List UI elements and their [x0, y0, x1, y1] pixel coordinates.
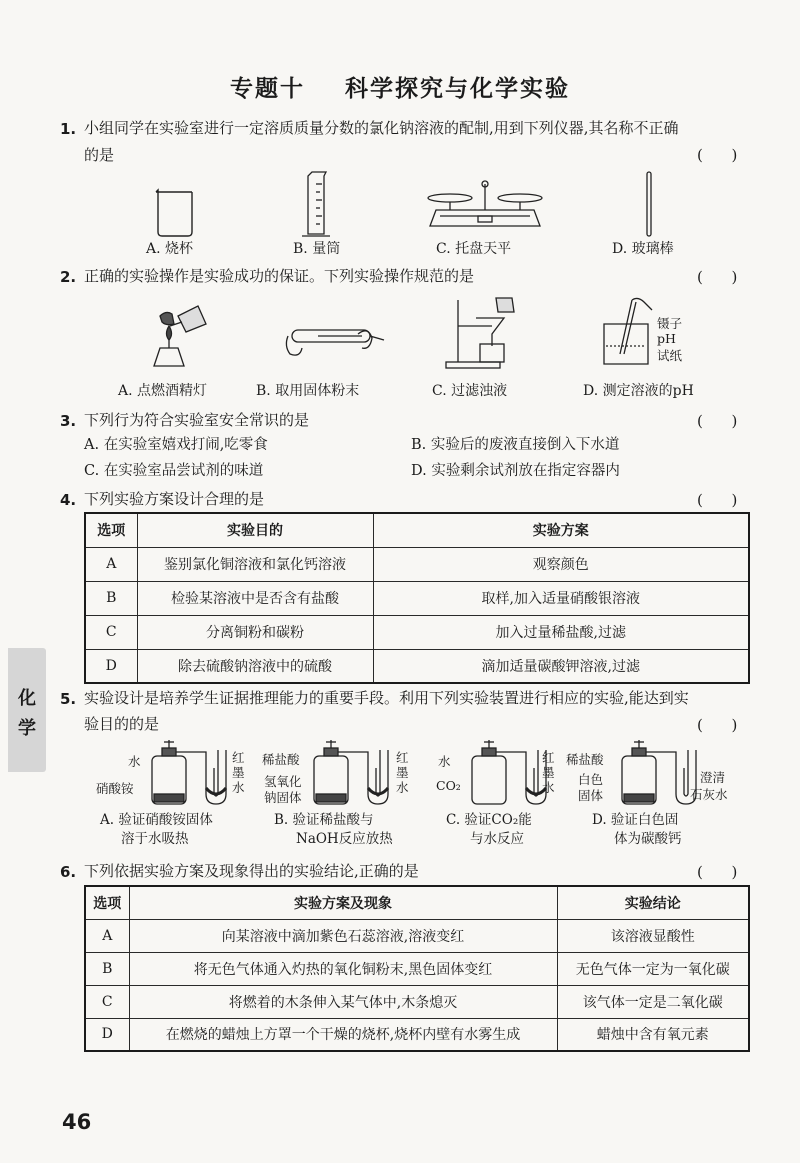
q3-number: 3.: [60, 412, 77, 430]
q6-cell-plan: 将无色气体通入灼热的氧化铜粉末,黑色固体变红: [129, 952, 557, 985]
q2-number: 2.: [60, 268, 77, 286]
q2-answer-paren: ( ): [697, 268, 738, 286]
q2-d-annot-tweezers: 镊子: [657, 316, 683, 331]
q6-cell-conclusion: 该气体一定是二氧化碳: [557, 985, 749, 1018]
q2-d-annot-ph: pH: [657, 331, 676, 346]
q5-b-red-ink-3: 水: [396, 780, 409, 795]
q3-option-c: C. 在实验室品尝试剂的味道: [84, 463, 264, 479]
q6-table: [84, 885, 750, 1052]
subject-side-tab: [8, 648, 46, 772]
q4-cell-plan: 加入过量稀盐酸,过滤: [373, 615, 749, 649]
q5-c-red-ink-1: 红: [542, 750, 555, 765]
q4-cell-option: C: [85, 615, 137, 649]
q6-table-header: [85, 886, 749, 919]
apparatus-c-icon: [472, 740, 546, 804]
q5-answer-paren: ( ): [697, 716, 738, 734]
q2-operations-figure: [140, 296, 700, 376]
q2-d-annot-paper: 试纸: [657, 348, 683, 363]
q6-header-option: 选项: [85, 886, 129, 919]
q5-stem-line2: 验目的的是: [84, 715, 160, 733]
q4-cell-option: D: [85, 649, 137, 683]
q5-c-red-ink-3: 水: [542, 780, 555, 795]
q3-option-a: A. 在实验室嬉戏打闹,吃零食: [84, 437, 268, 453]
q5-caption-c-2: 与水反应: [470, 831, 524, 847]
q6-cell-conclusion: 该溶液显酸性: [557, 919, 749, 952]
q4-cell-purpose: 分离铜粉和碳粉: [137, 615, 373, 649]
subject-tab-char-2: 学: [18, 718, 36, 739]
q6-cell-plan: 向某溶液中滴加紫色石蕊溶液,溶液变红: [129, 919, 557, 952]
q6-cell-plan: 在燃烧的蜡烛上方罩一个干燥的烧杯,烧杯内壁有水雾生成: [129, 1018, 557, 1051]
q1-instruments-figure: [140, 170, 680, 240]
q1-answer-paren: ( ): [697, 146, 738, 164]
q5-a-red-ink-1: 红: [232, 750, 245, 765]
glass-rod-icon: [647, 172, 651, 236]
q5-b-label-naoh2: 钠固体: [264, 790, 302, 805]
filtration-setup-icon: [446, 298, 514, 368]
q5-caption-c-1: C. 验证CO₂能: [446, 812, 532, 828]
ph-test-icon: [604, 298, 652, 364]
page-title: 专题十 科学探究与化学实验: [229, 76, 571, 102]
q4-answer-paren: ( ): [697, 491, 738, 509]
q2-label-a: A. 点燃酒精灯: [118, 383, 208, 399]
q6-header-plan: 实验方案及现象: [129, 886, 557, 919]
q5-caption-b-1: B. 验证稀盐酸与: [274, 812, 374, 828]
q5-d-label-white: 白色: [578, 772, 604, 787]
q6-cell-conclusion: 蜡烛中含有氧元素: [557, 1018, 749, 1051]
page-number: 46: [62, 1110, 92, 1134]
q5-apparatus-figure: [140, 738, 700, 810]
q3-option-b: B. 实验后的废液直接倒入下水道: [411, 437, 620, 453]
q2-stem-line1: 正确的实验操作是实验成功的保证。下列实验操作规范的是: [84, 267, 475, 285]
q2-label-d: D. 测定溶液的pH: [583, 383, 694, 399]
q4-header-option: 选项: [85, 513, 137, 547]
q4-cell-option: B: [85, 581, 137, 615]
alcohol-lamp-icon: [154, 306, 206, 366]
table-row: [85, 985, 749, 1018]
q4-table: [84, 512, 750, 684]
q4-cell-plan: 滴加适量碳酸钾溶液,过滤: [373, 649, 749, 683]
q4-cell-purpose: 鉴别氯化铜溶液和氯化钙溶液: [137, 547, 373, 581]
q1-label-b: B. 量筒: [293, 241, 341, 257]
q6-cell-option: B: [85, 952, 129, 985]
q4-cell-option: A: [85, 547, 137, 581]
q5-caption-d-1: D. 验证白色固: [592, 812, 679, 828]
q1-stem-line1: 小组同学在实验室进行一定溶质质量分数的氯化钠溶液的配制,用到下列仪器,其名称不正确: [84, 119, 679, 137]
q4-header-plan: 实验方案: [373, 513, 749, 547]
beaker-icon: [156, 190, 192, 236]
q4-cell-plan: 观察颜色: [373, 547, 749, 581]
q5-c-label-co2: CO₂: [436, 778, 461, 793]
q1-number: 1.: [60, 120, 77, 138]
q6-stem-line1: 下列依据实验方案及现象得出的实验结论,正确的是: [84, 862, 419, 880]
q5-b-label-naoh1: 氢氧化: [264, 774, 302, 789]
q4-cell-purpose: 除去硫酸钠溶液中的硫酸: [137, 649, 373, 683]
table-row: [85, 581, 749, 615]
q5-caption-b-2: NaOH反应放热: [296, 831, 393, 847]
q5-c-red-ink-2: 墨: [542, 765, 555, 780]
apparatus-a-icon: [152, 740, 226, 804]
graduated-cylinder-icon: [302, 172, 330, 236]
q1-label-a: A. 烧杯: [146, 241, 194, 257]
table-row: [85, 1018, 749, 1051]
q4-cell-purpose: 检验某溶液中是否含有盐酸: [137, 581, 373, 615]
table-row: [85, 952, 749, 985]
q4-table-header: [85, 513, 749, 547]
subject-tab-char-1: 化: [18, 688, 36, 709]
q4-header-purpose: 实验目的: [137, 513, 373, 547]
q4-cell-plan: 取样,加入适量硝酸银溶液: [373, 581, 749, 615]
q5-stem-line1: 实验设计是培养学生证据推理能力的重要手段。利用下列实验装置进行相应的实验,能达到实: [84, 689, 689, 707]
q3-stem-line1: 下列行为符合实验室安全常识的是: [84, 411, 310, 429]
q6-cell-option: D: [85, 1018, 129, 1051]
q1-label-c: C. 托盘天平: [436, 241, 512, 257]
q5-d-limewater-2: 石灰水: [690, 787, 728, 802]
q6-header-conclusion: 实验结论: [557, 886, 749, 919]
q5-a-label-water: 水: [128, 754, 141, 769]
q5-caption-a-2: 溶于水吸热: [121, 831, 189, 847]
table-row: [85, 649, 749, 683]
table-row: [85, 547, 749, 581]
table-row: [85, 919, 749, 952]
q6-number: 6.: [60, 863, 77, 881]
q2-label-b: B. 取用固体粉末: [256, 383, 360, 399]
q6-answer-paren: ( ): [697, 863, 738, 881]
q1-stem-line2: 的是: [84, 146, 115, 164]
q3-answer-paren: ( ): [697, 412, 738, 430]
q6-cell-plan: 将燃着的木条伸入某气体中,木条熄灭: [129, 985, 557, 1018]
q5-d-limewater-1: 澄清: [700, 770, 726, 785]
q6-cell-option: A: [85, 919, 129, 952]
q4-number: 4.: [60, 491, 77, 509]
q2-label-c: C. 过滤浊液: [432, 383, 508, 399]
q5-b-label-acid: 稀盐酸: [262, 752, 300, 767]
q5-a-red-ink-2: 墨: [232, 765, 245, 780]
test-tube-powder-icon: [286, 330, 384, 355]
q5-caption-d-2: 体为碳酸钙: [614, 831, 682, 847]
q5-number: 5.: [60, 690, 77, 708]
q5-a-label-solid: 硝酸铵: [96, 781, 134, 796]
q6-cell-option: C: [85, 985, 129, 1018]
q4-stem-line1: 下列实验方案设计合理的是: [84, 490, 265, 508]
q5-caption-a-1: A. 验证硝酸铵固体: [100, 812, 213, 828]
q5-b-red-ink-2: 墨: [396, 765, 409, 780]
q5-d-label-acid: 稀盐酸: [566, 752, 604, 767]
table-row: [85, 615, 749, 649]
q1-label-d: D. 玻璃棒: [612, 241, 674, 257]
q3-option-d: D. 实验剩余试剂放在指定容器内: [411, 463, 620, 479]
q6-cell-conclusion: 无色气体一定为一氧化碳: [557, 952, 749, 985]
q5-c-label-water: 水: [438, 754, 451, 769]
balance-icon: [428, 181, 542, 226]
q5-b-red-ink-1: 红: [396, 750, 409, 765]
apparatus-d-icon: [622, 740, 696, 804]
apparatus-b-icon: [314, 740, 388, 804]
q5-d-label-solid: 固体: [578, 788, 604, 803]
q5-a-red-ink-3: 水: [232, 780, 245, 795]
